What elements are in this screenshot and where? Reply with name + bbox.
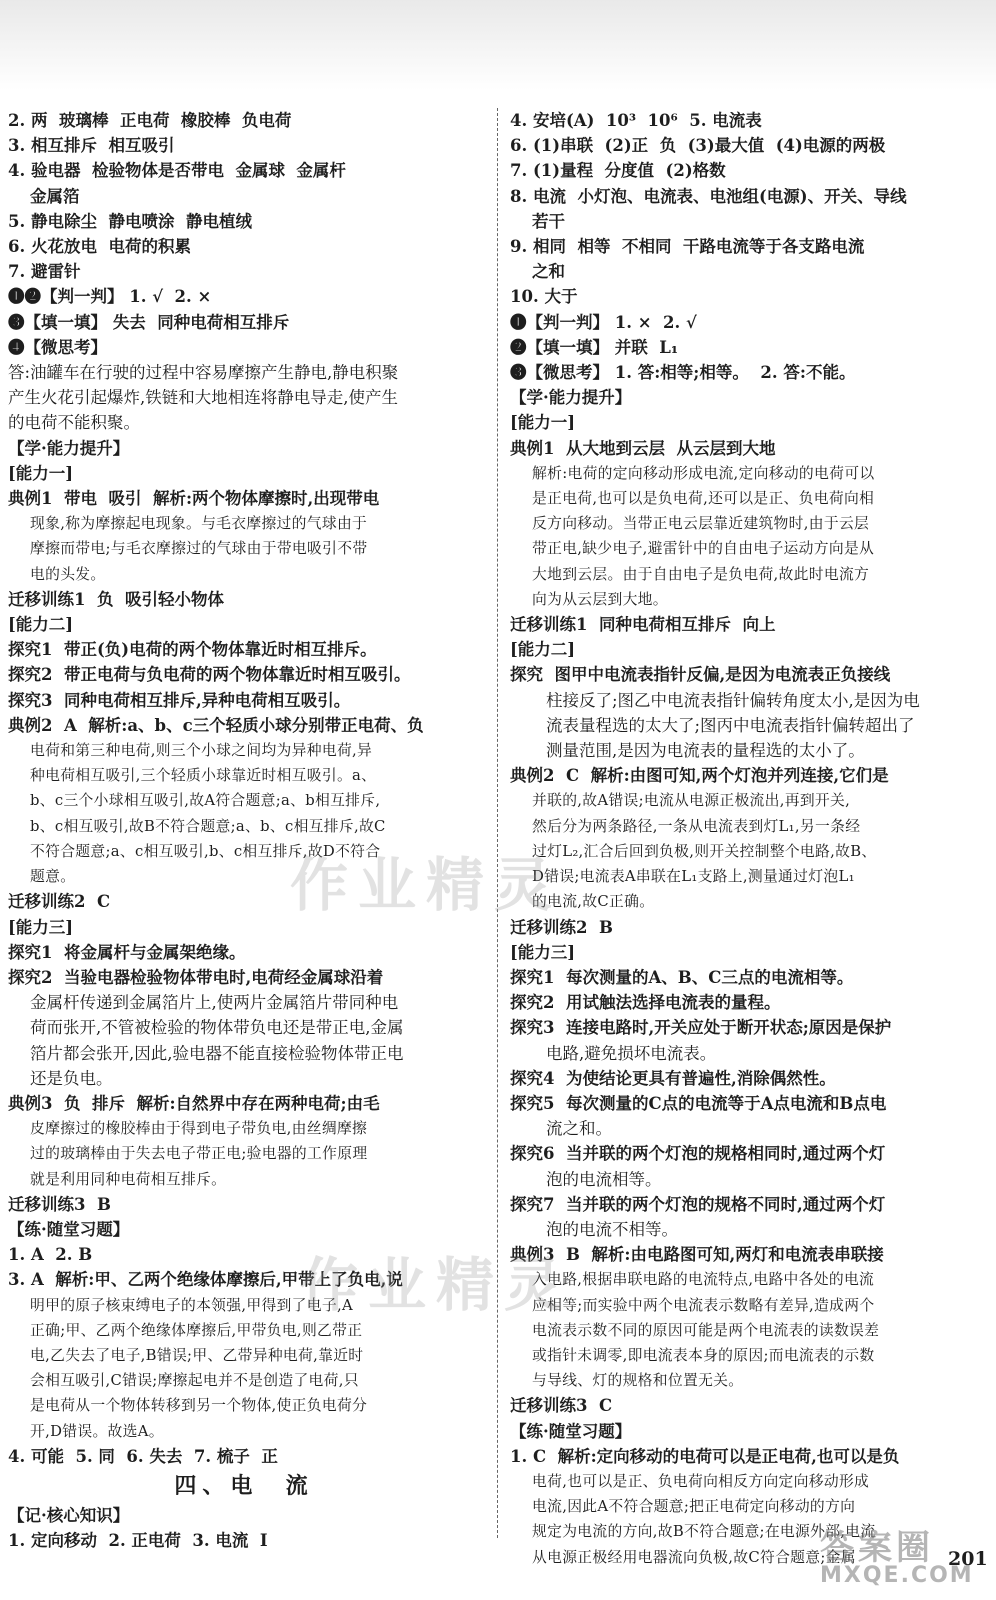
right-text-line: 反方向移动。当带正电云层靠近建筑物时,由于云层 [532,515,870,533]
right-text-line: 电路,避免损坏电流表。 [546,1043,717,1063]
right-text-line: ❷【填一填】 并联 L₁ [510,337,679,357]
right-text-line: 的电流,故C正确。 [532,893,655,911]
left-text-line: 是电荷从一个物体转移到另一个物体,使正负电荷分 [30,1397,368,1415]
left-text-line: 荷而张开,不管被检验的物体带负电还是带正电,金属 [30,1018,404,1038]
left-text-line: ❶❷【判一判】 1. √ 2. × [8,287,212,307]
right-text-line: 规定为电流的方向,故B不符合题意;在电源外部,电流 [532,1523,876,1541]
left-text-line: 迁移训练2 C [8,892,111,912]
left-text-line: 四、电 流 [174,1472,314,1499]
left-text-line: 皮摩擦过的橡胶棒由于得到电子带负电,由丝绸摩擦 [30,1120,368,1138]
watermark-text: 作业精灵 [290,851,563,919]
right-text-line: ❶【判一判】 1. × 2. √ [510,312,697,332]
left-text-line: 典例1 带电 吸引 解析:两个物体摩擦时,出现带电 [8,489,380,509]
right-text-line: [能力二] [510,640,576,660]
right-text-line: 若干 [532,211,565,231]
right-text-line: 探究5 每次测量的C点的电流等于A点电流和B点电 [510,1093,887,1113]
left-text-line: 开,D错误。故选A。 [30,1422,164,1440]
right-text-line: 解析:电荷的定向移动形成电流,定向移动的电荷可以 [532,464,875,482]
right-text-line: 泡的电流不相等。 [546,1219,678,1239]
left-text-line: 种电荷相互吸引,三个轻质小球靠近时相互吸引。a、 [30,767,377,785]
left-text-line: 7. 避雷针 [8,262,81,282]
right-text-line: 迁移训练1 同种电荷相互排斥 向上 [510,615,776,635]
right-text-line: 7. (1)量程 分度值 (2)格数 [510,161,726,181]
logo-sub-text: MXQE.COM [820,1563,974,1588]
right-text-line: 1. C 解析:定向移动的电荷可以是正电荷,也可以是负 [510,1446,900,1466]
left-text-line: 4. 验电器 检验物体是否带电 金属球 金属杆 [8,161,346,181]
left-text-line: 金属杆传递到金属箔片上,使两片金属箔片带同种电 [30,993,399,1013]
right-text-line: 迁移训练3 C [510,1396,613,1416]
right-text-line: 迁移训练2 B [510,917,613,937]
right-text-line: 泡的电流相等。 [546,1169,662,1189]
right-text-line: D错误;电流表A串联在L₁支路上,测量通过灯泡L₁ [532,868,855,886]
right-text-line: 10. 大于 [510,287,578,307]
right-text-line: 柱接反了;图乙中电流表指针偏转角度太小,是因为电 [546,690,920,710]
left-text-line: 6. 火花放电 电荷的积累 [8,237,191,257]
left-text-line: [能力一] [8,463,74,483]
left-text-line: 现象,称为摩擦起电现象。与毛衣摩擦过的气球由于 [30,515,368,533]
right-text-line: 向为从云层到大地。 [532,590,668,608]
right-column [510,108,982,1570]
right-text-line: 是正电荷,也可以是负电荷,还可以是正、负电荷向相 [532,490,875,508]
left-text-line: b、c相互吸引,故B不符合题意;a、b、c相互排斥,故C [30,817,386,835]
left-text-line: [能力三] [8,917,74,937]
left-text-line: 探究1 带正(负)电荷的两个物体靠近时相互排斥。 [8,640,377,660]
right-text-line: ❸【微思考】 1. 答:相等;相等。 2. 答:不能。 [510,363,856,383]
right-text-line: 典例3 B 解析:由电路图可知,两灯和电流表串联接 [510,1245,884,1265]
right-text-line: 【学·能力提升】 [510,388,632,408]
left-text-line: 题意。 [30,868,76,886]
right-text-line: 然后分为两条路径,一条从电流表到灯L₁,另一条经 [532,817,861,835]
left-text-line: 1. 定向移动 2. 正电荷 3. 电流 I [8,1531,268,1551]
right-text-line: 从电源正极经用电器流向负极,故C符合题意;金属 [532,1548,856,1566]
right-text-line: 入电路,根据串联电路的电流特点,电路中各处的电流 [532,1271,875,1289]
right-text-line: 电流,因此A不符合题意;把正电荷定向移动的方向 [532,1498,856,1516]
left-text-line: b、c三个小球相互吸引,故A符合题意;a、b相互排斥, [30,792,381,810]
left-text-line: 典例3 负 排斥 解析:自然界中存在两种电荷;由毛 [8,1093,380,1113]
right-text-line: 探究2 用试触法选择电流表的量程。 [510,993,781,1013]
right-text-line: [能力三] [510,942,576,962]
watermark-text-2: 作业精灵 [300,1251,573,1319]
left-text-line: 的电荷不能积聚。 [8,413,140,433]
logo-main-text: 答案圈 [820,1528,934,1568]
left-text-line: 迁移训练1 负 吸引轻小物体 [8,589,224,609]
right-text-line: 4. 安培(A) 10³ 10⁶ 5. 电流表 [510,111,762,130]
scan-top-band [0,0,996,90]
left-text-line: 1. A 2. B [8,1245,93,1265]
right-text-line: 大地到云层。由于自由电子是负电荷,故此时电流方 [532,565,870,583]
left-text-line: 【记·核心知识】 [8,1505,130,1525]
left-text-line: 探究1 将金属杆与金属架绝缘。 [8,942,246,962]
left-text-line: 探究2 当验电器检验物体带电时,电荷经金属球沿着 [8,967,384,987]
left-text-line: 金属箔 [30,186,80,206]
left-text-line: 3. A 解析:甲、乙两个绝缘体摩擦后,甲带上了负电,说 [8,1270,403,1290]
right-text-line: 6. (1)串联 (2)正 负 (3)最大值 (4)电源的两极 [510,136,886,156]
left-text-line: [能力二] [8,615,74,635]
page-number: 201 [948,1548,988,1570]
right-text-line: 典例1 从大地到云层 从云层到大地 [510,438,776,458]
left-text-line: 【学·能力提升】 [8,438,130,458]
right-text-line: 9. 相同 相等 不相同 干路电流等于各支路电流 [510,237,865,257]
left-text-line: 电,乙失去了电子,B错误;甲、乙带异种电荷,靠近时 [30,1346,364,1364]
left-text-line: 4. 可能 5. 同 6. 失去 7. 梳子 正 [8,1446,278,1466]
left-text-line: 迁移训练3 B [8,1194,111,1214]
left-text-line: ❹【微思考】 [8,337,107,357]
left-text-line: 会相互吸引,C错误;摩擦起电并不是创造了电荷,只 [30,1372,359,1390]
left-text-line: 【练·随堂习题】 [8,1219,130,1239]
right-text-line: 与导线、灯的规格和位置无关。 [532,1372,744,1390]
left-text-line: 产生火花引起爆炸,铁链和大地相连将静电导走,使产生 [8,388,398,408]
right-text-line: 【练·随堂习题】 [510,1421,632,1441]
right-text-line: 过灯L₂,汇合后回到负极,则开关控制整个电路,故B、 [532,842,877,860]
left-text-line: 2. 两 玻璃棒 正电荷 橡胶棒 负电荷 [8,111,292,130]
left-text-line: 电的头发。 [30,565,106,583]
left-text-line: 明甲的原子核束缚电子的本领强,甲得到了电子,A [30,1296,353,1314]
right-text-line: 探究 图甲中电流表指针反偏,是因为电流表正负接线 [510,665,891,685]
left-text-line: 3. 相互排斥 相互吸引 [8,136,175,156]
left-text-line: ❸【填一填】 失去 同种电荷相互排斥 [8,312,290,332]
right-text-line: 带正电,缺少电子,避雷针中的自由电子运动方向是从 [532,540,875,558]
right-text-line: 或指针未调零,即电流表本身的原因;而电流表的示数 [532,1346,875,1364]
right-text-line: 典例2 C 解析:由图可知,两个灯泡并列连接,它们是 [510,766,889,786]
right-text-line: 探究1 每次测量的A、B、C三点的电流相等。 [510,967,854,987]
right-text-line: [能力一] [510,413,576,433]
right-text-line: 之和 [532,262,565,282]
right-text-line: 探究7 当并联的两个灯泡的规格不同时,通过两个灯 [510,1194,886,1214]
left-text-line: 探究3 同种电荷相互排斥,异种电荷相互吸引。 [8,690,351,710]
right-text-line: 8. 电流 小灯泡、电流表、电池组(电源)、开关、导线 [510,186,907,206]
left-text-line: 电荷和第三种电荷,则三个小球之间均为异种电荷,异 [30,742,373,760]
left-text-line: 摩擦而带电;与毛衣摩擦过的气球由于带电吸引不带 [30,540,368,558]
right-text-line: 流表量程选的太大了;图丙中电流表指针偏转超出了 [546,715,915,735]
left-text-line: 就是利用同种电荷相互排斥。 [30,1170,227,1188]
left-text-line: 不符合题意;a、c相互吸引,b、c相互排斥,故D不符合 [30,842,381,860]
right-text-line: 流之和。 [546,1119,612,1139]
right-text-line: 电流表示数不同的原因可能是两个电流表的读数误差 [532,1321,880,1339]
right-text-line: 电荷,也可以是正、负电荷向相反方向定向移动形成 [532,1472,870,1490]
right-text-line: 并联的,故A错误;电流从电源正极流出,再到开关, [532,792,851,810]
right-text-line: 测量范围,是因为电流表的量程选的太小了。 [546,741,865,761]
column-divider [497,108,498,1538]
left-text-line: 典例2 A 解析:a、b、c三个轻质小球分别带正电荷、负 [8,715,424,735]
left-text-line: 过的玻璃棒由于失去电子带正电;验电器的工作原理 [30,1145,368,1163]
left-text-line: 还是负电。 [30,1068,113,1088]
left-text-line: 探究2 带正电荷与负电荷的两个物体靠近时相互吸引。 [8,665,411,685]
left-text-line: 5. 静电除尘 静电喷涂 静电植绒 [8,211,252,231]
left-text-line: 箔片都会张开,因此,验电器不能直接检验物体带正电 [30,1043,404,1063]
left-column [8,108,480,1553]
right-text-line: 探究6 当并联的两个灯泡的规格相同时,通过两个灯 [510,1144,886,1164]
right-text-line: 应相等;而实验中两个电流表示数略有差异,造成两个 [532,1296,875,1314]
left-text-line: 正确;甲、乙两个绝缘体摩擦后,甲带负电,则乙带正 [30,1321,363,1339]
right-text-line: 探究3 连接电路时,开关应处于断开状态;原因是保护 [510,1018,892,1038]
right-text-line: 探究4 为使结论更具有普遍性,消除偶然性。 [510,1068,836,1088]
left-text-line: 答:油罐车在行驶的过程中容易摩擦产生静电,静电积聚 [8,363,399,383]
